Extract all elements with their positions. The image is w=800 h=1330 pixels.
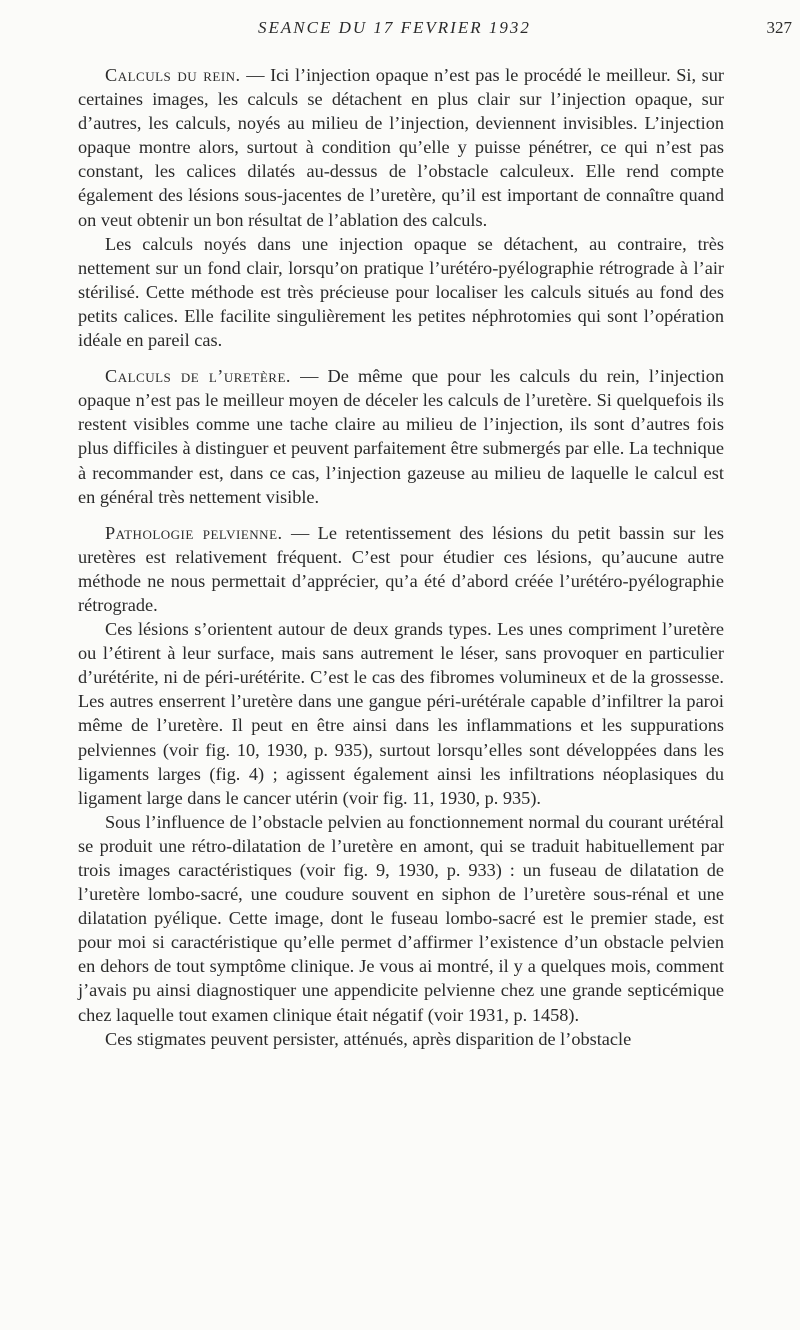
paragraph	[78, 364, 724, 509]
paragraph-text: — Le retentissement des lésions du petit bassin sur les uretères est relativement fréquent. C’est pour étudier ces lésions, qu’aucune autre méthode ne nous permettait d’apprécier, qu’a été d’abord créée l’urétéro-pyélographie rétrograde.	[78, 522, 724, 615]
paragraph-text: — Ici l’injection opaque n’est pas le procédé le meilleur. Si, sur certaines images, les calculs se détachent en plus clair sur l’injection opaque, sur d’autres, les calculs, noyés au milieu de l’injection, deviennent invisibles. L’injection opaque montre alors, surtout à condition qu’elle y puisse pénétrer, ce qui n’est pas constant, les calices dilatés au-dessus de l’obstacle calculeux. Elle rend compte également des lésions sous-jacentes de l’uretère, qu’il est important de connaître quand on veut obtenir un bon résultat de l’ablation des calculs.	[78, 65, 724, 230]
paragraph: Sous l’influence de l’obstacle pelvien au fonctionnement normal du courant urétéral se produit une rétro-dilatation de l’uretère en amont, qui se traduit habituellement par trois images caractéristiques (voir fig. 9, 1930, p. 933) : un fuseau de dilatation de l’uretère lombo-sacré, une coudure souvent en siphon de l’uretère sous-rénal et une dilatation pyélique. Cette image, dont le fuseau lombo-sacré est le premier stade, est pour moi si caractéristique qu’elle permet d’affirmer l’existence d’un obstacle pelvien en dehors de tout symptôme clinique. Je vous ai montré, il y a quelques mois, comment j’avais pu ainsi diagnostiquer une appendicite pelvienne chez une grande septicémique chez laquelle tout examen clinique était négatif (voir 1931, p. 1458).	[78, 811, 724, 1025]
paragraph: Ces lésions s’orientent autour de deux grands types. Les unes compriment l’uretère ou l’étirent à leur surface, mais sans autrement le léser, sans provoquer en particulier d’urétérite, ni de péri-urétérite. C’est le cas des fibromes volumineux et de la grossesse. Les autres enserrent l’uretère dans une gangue péri-urétérale capable d’infiltrer la paroi même de l’uretère. Il peut en être ainsi dans les inflammations et les suppurations pelviennes (voir fig. 10, 1930, p. 935), surtout lorsqu’elles sont développées dans les ligaments larges (fig. 4) ; agissent également ainsi les infiltrations néoplasiques du ligament large dans le cancer utérin (voir fig. 11, 1930, p. 935).	[78, 619, 724, 808]
section-heading: Calculs de l’uretère.	[105, 366, 291, 387]
section-heading: Pathologie pelvienne.	[105, 522, 283, 543]
section-heading: Calculs du rein.	[105, 65, 241, 85]
body-text	[78, 63, 724, 1051]
paragraph	[78, 63, 724, 232]
page-number: 327	[766, 18, 792, 37]
paragraph	[78, 521, 724, 617]
paragraph-text: — De même que pour les calculs du rein, l’injection opaque n’est pas le meilleur moyen de déceler les calculs de l’uretère. Si quelquefois ils restent visibles comme une tache claire au milieu de l’injection, ils sont d’autres fois plus difficiles à distinguer et peuvent parfaitement être submergés par elle. La technique à recommander est, dans ce cas, l’injection gazeuse au milieu de laquelle le calcul est en général très nettement visible.	[78, 366, 724, 507]
paragraph: Les calculs noyés dans une injection opaque se détachent, au contraire, très nettement sur un fond clair, lorsqu’on pratique l’urétéro-pyélographie rétrograde à l’air stérilisé. Cette méthode est très précieuse pour localiser les calculs situés au fond des petits calices. Elle facilite singulièrement les petites néphrotomies qui sont l’opération idéale en pareil cas.	[78, 233, 724, 351]
paragraph: Ces stigmates peuvent persister, atténués, après disparition de l’obstacle	[105, 1028, 632, 1049]
running-title: SEANCE DU 17 FEVRIER 1932	[258, 18, 531, 37]
